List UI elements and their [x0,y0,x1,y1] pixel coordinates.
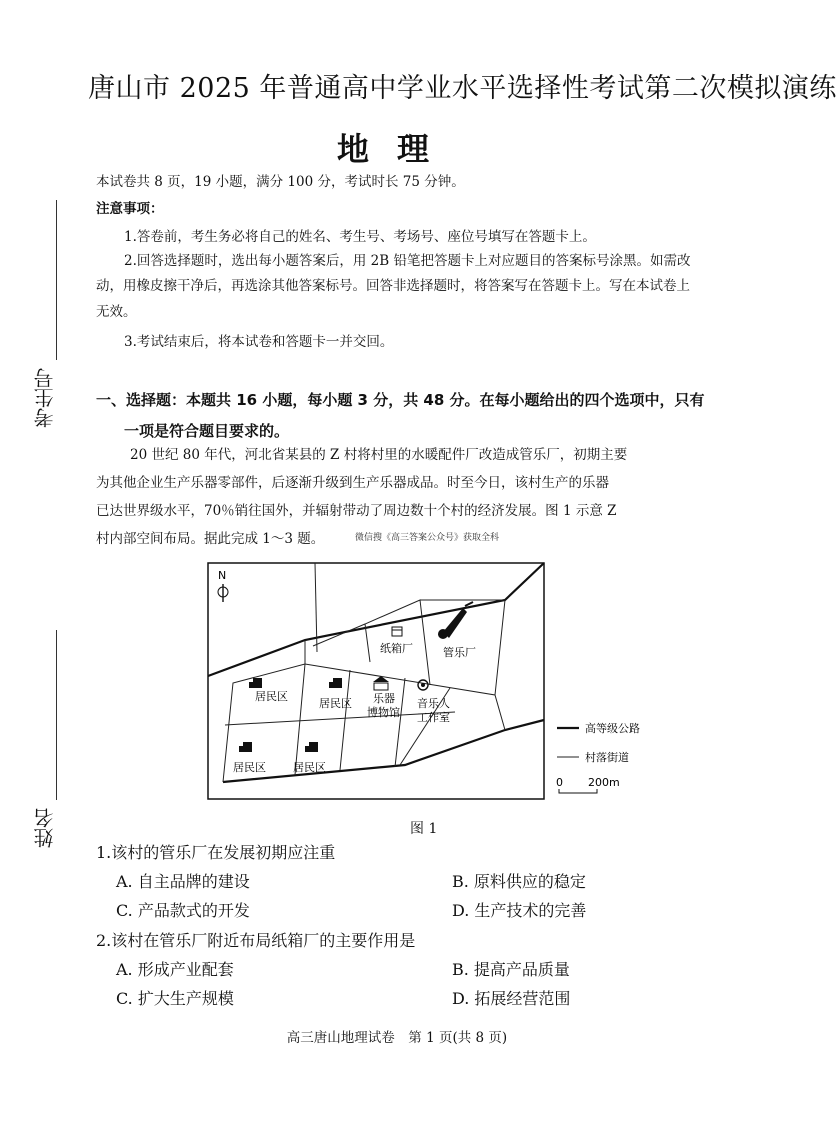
passage-line-2: 为其他企业生产乐器零部件，后逐渐升级到生产乐器成品。时至今日，该村生产的乐器 [96,475,609,491]
legend-street-label: 村落街道 [585,751,629,764]
scale-distance: 200m [588,776,620,789]
exam-title: 唐山市 2025 年普通高中学业水平选择性考试第二次模拟演练 [88,73,837,104]
passage-line-3: 已达世界级水平，70％销往国外，并辐射带动了周边数十个村的经济发展。图 1 示意 Z [96,503,617,519]
question-1-option-b: B. 原料供应的稳定 [452,872,586,891]
question-2-option-a: A. 形成产业配套 [116,960,234,979]
section-heading-cont: 一项是符合题目要求的。 [124,422,290,440]
north-letter: N [218,569,227,582]
question-1-option-a: A. 自主品牌的建设 [116,872,250,891]
residential-label-3: 居民区 [233,761,266,774]
section-heading: 一、选择题：本题共 16 小题，每小题 3 分，共 48 分。在每小题给出的四个选项中，只有 [96,391,705,409]
residential-label-2: 居民区 [319,697,352,710]
legend-highway-label: 高等级公路 [585,722,640,735]
notice-2-end: 无效。 [96,304,137,320]
highway-south [223,720,544,782]
notice-2: 2.回答选择题时，选出每小题答案后，用 2B 铅笔把答题卡上对应题目的答案标号涂黑。如需改 [124,253,691,269]
question-2-option-c: C. 扩大生产规模 [116,989,234,1008]
residential-label-4: 居民区 [293,761,326,774]
carton-factory-label: 纸箱厂 [380,642,413,655]
passage-line-1: 20 世纪 80 年代，河北省某县的 Z 村将村里的水暖配件厂改造成管乐厂，初期主要 [130,447,628,463]
museum-label-1: 乐器 [373,692,395,705]
name-line [56,630,57,800]
question-2-option-b: B. 提高产品质量 [452,960,570,979]
question-2-option-d: D. 拓展经营范围 [452,989,571,1008]
scale-bar [559,789,597,793]
page-footer: 高三唐山地理试卷 第 1 页(共 8 页) [286,1030,508,1046]
question-1-option-d: D. 生产技术的完善 [452,901,587,920]
question-2-stem: 2.该村在管乐厂附近布局纸箱厂的主要作用是 [96,931,416,950]
exam-intro: 本试卷共 8 页，19 小题，满分 100 分，考试时长 75 分钟。 [96,174,465,190]
notice-3: 3.考试结束后，将本试卷和答题卡一并交回。 [124,334,394,350]
carton-box-icon [392,627,402,636]
passage-line-4: 村内部空间布局。据此完成 1～3 题。 [96,531,325,547]
residential-label-1: 居民区 [255,690,288,703]
museum-label-2: 博物馆 [367,706,400,719]
studio-label-1: 音乐人 [417,697,450,710]
exam-no-line [56,200,57,360]
figure-caption: 图 1 [410,821,438,837]
village-streets [223,563,505,782]
scale-zero: 0 [556,776,563,789]
question-1-option-c: C. 产品款式的开发 [116,901,250,920]
name-label: 姓名 [33,808,57,848]
studio-label-2: 工作室 [417,711,450,724]
exam-no-label: 考生号 [33,368,57,428]
notice-1: 1.答卷前，考生务必将自己的姓名、考生号、考场号、座位号填写在答题卡上。 [124,229,596,245]
question-1-stem: 1.该村的管乐厂在发展初期应注重 [96,843,336,862]
band-factory-label: 管乐厂 [443,646,476,659]
museum-icon [373,676,389,690]
notice-2-cont: 动，用橡皮擦干净后，再选涂其他答案标号。回答非选择题时，将答案写在答题卡上。写在本试卷上 [96,278,690,294]
notice-title: 注意事项： [96,201,164,217]
watermark: 微信搜《高三答案公众号》获取全科 [355,533,500,543]
subject-title: 地理 [336,130,457,168]
village-map [205,560,640,810]
